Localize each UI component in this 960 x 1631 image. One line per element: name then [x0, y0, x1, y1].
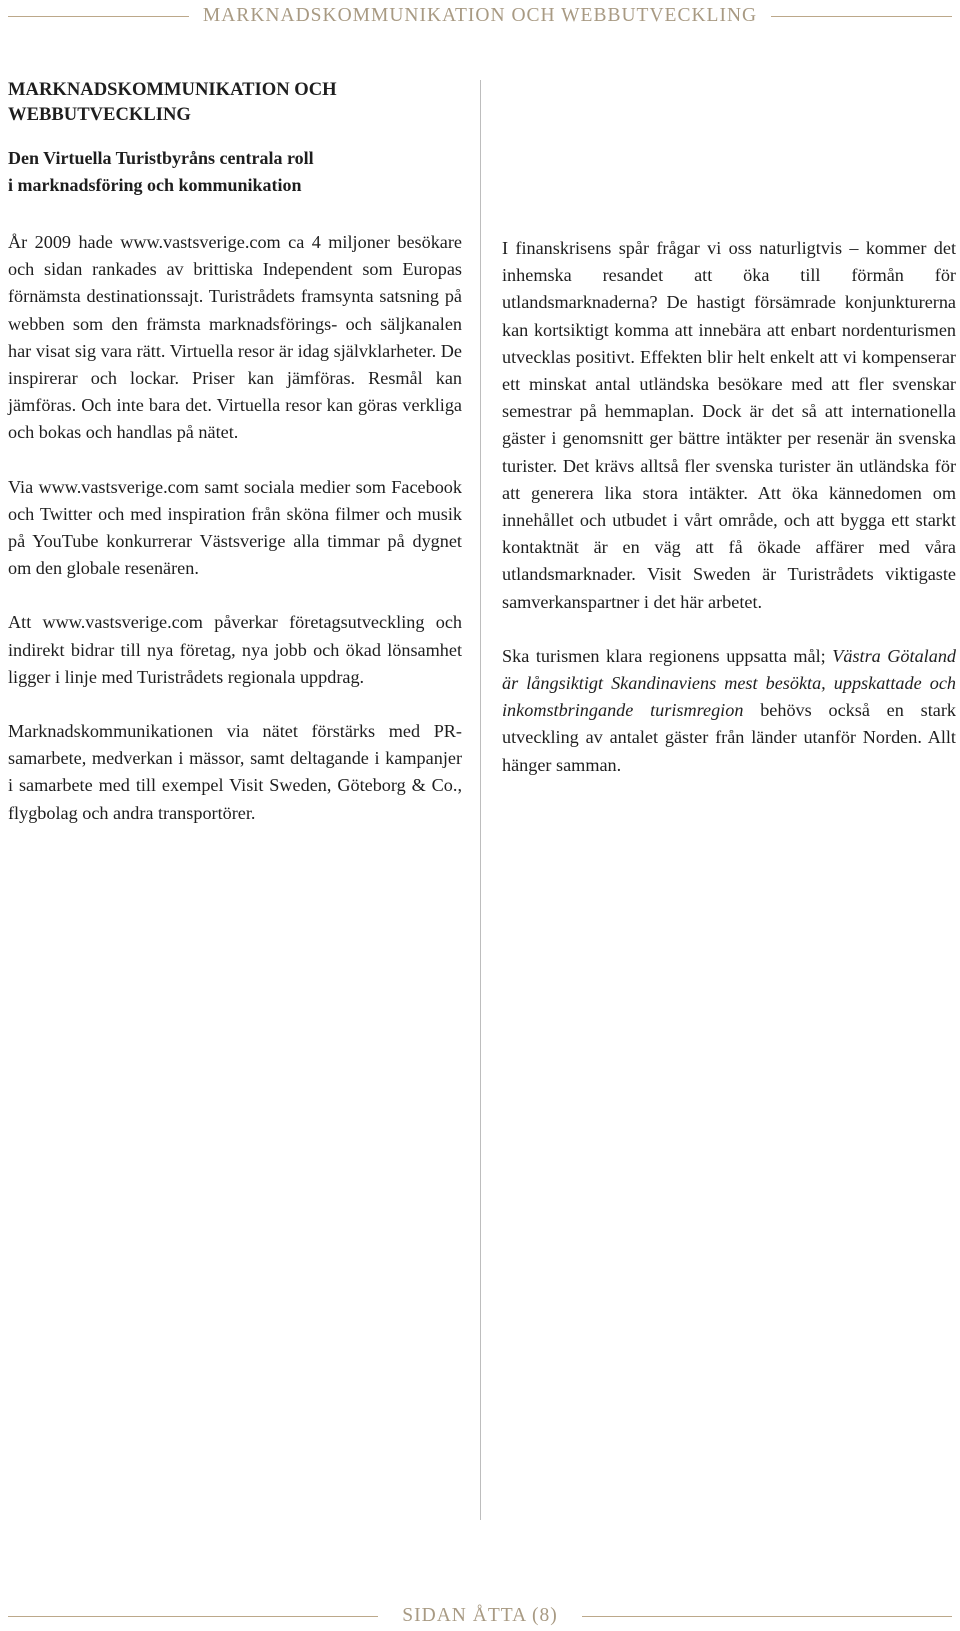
header-rule-right [771, 16, 952, 17]
regional-goal-quote: Västra Götaland är långsiktigt Skandinaviens mest besökta, uppskattade och inkomstbringande turismregion [502, 645, 957, 721]
paragraph-regional-goal [502, 643, 956, 779]
right-column [502, 235, 956, 806]
paragraph-business-development: Att www.vastsverige.com påverkar företagsutveckling och indirekt bidrar till nya företag, nya jobb och ökad lönsamhet ligger i linje med Turistrådets regionala uppdrag. [8, 612, 462, 687]
running-footer [0, 1604, 960, 1628]
footer-rule-right [582, 1616, 952, 1617]
running-header [0, 4, 960, 28]
paragraph-intro: År 2009 hade www.vastsverige.com ca 4 miljoner besökare och sidan rankades av brittiska Independent som Europas förnämsta destinationssajt. Turistrådets framsynta satsning på webben som den främsta marknadsförings- och säljkanalen har visat sig vara rätt. Virtuella resor är idag självklarheter. De inspirerar och lockar. Priser kan jämföras. Resmål kan jämföras. Och inte bara det. Virtuella resor kan göras verkliga och bokas och handlas på nätet. [8, 232, 462, 443]
left-column [8, 77, 462, 854]
section-subheading-line2: i marknadsföring och kommunikation [8, 175, 302, 195]
paragraph-social-media: Via www.vastsverige.com samt sociala medier som Facebook och Twitter och med inspiration från sköna filmer och musik på YouTube konkurrerar Västsverige alla timmar på dygnet om den globale resenären. [8, 476, 462, 579]
paragraph-pr-collaboration: Marknadskommunikationen via nätet förstärks med PR-samarbete, medverkan i mässor, samt deltagande i kampanjer i samarbete med till exempel Visit Sweden, Göteborg & Co., flygbolag och andra transportörer. [8, 721, 462, 823]
footer-rule-left [8, 1616, 378, 1617]
section-heading-line1: MARKNADSKOMMUNIKATION OCH [8, 79, 337, 100]
section-heading [8, 77, 462, 127]
column-divider [480, 80, 481, 1520]
section-subheading-line1: Den Virtuella Turistbyråns centrala roll [8, 148, 314, 168]
paragraph-financial-crisis: I finanskrisens spår frågar vi oss naturligtvis – kommer det inhemska resandet att öka till förmån för utlandsmarknaderna? De hastigt försämrade konjunkturerna kan kortsiktigt komma att innebära att enbart nordenturismen utvecklas positivt. Effekten blir helt enkelt att vi kompenserar ett minskat antal utländska besökare med att fler svenskar semestrar på hemmaplan. Dock är det så att internationella gäster i genomsnitt ger bättre intäkter per resenär än svenska turister. Det krävs alltså fler svenska turister än utländska för att generera lika stora intäkter. Att öka kännedomen om innehållet och utbudet i vårt område, och att bygga ett starkt kontaktnät är en väg att få ökade affärer med våra utlandsmarknader. Visit Sweden är Turistrådets viktigaste samverkanspartner i det här arbetet. [502, 238, 956, 612]
regional-goal-lead: Ska turismen klara regionens uppsatta mål; [502, 645, 833, 666]
regional-goal-tail: behövs också en stark utveckling av antalet gäster från länder utanför Norden. Allt hänger samman. [502, 700, 956, 775]
page-number-label: SIDAN ÅTTA (8) [402, 1605, 558, 1626]
section-heading-line2: WEBBUTVECKLING [8, 104, 191, 125]
section-subheading [8, 145, 462, 199]
running-header-title: MARKNADSKOMMUNIKATION OCH WEBBUTVECKLING [202, 5, 758, 26]
header-rule-left [8, 16, 189, 17]
